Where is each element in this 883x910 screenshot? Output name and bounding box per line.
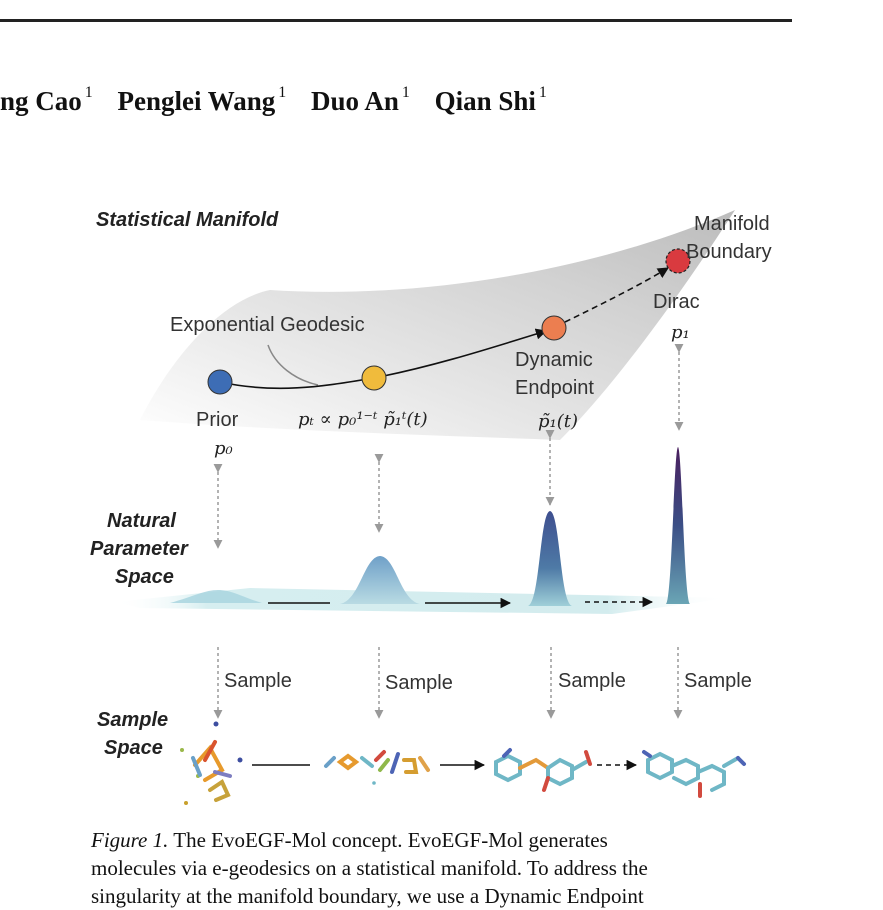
row-label-sample-2: Space — [104, 737, 163, 759]
sample-label-3: Sample — [558, 670, 626, 692]
boundary-label-1: Manifold — [694, 213, 770, 235]
dirac-label: Dirac — [653, 291, 700, 313]
caption-line-3: singularity at the manifold boundary, we use a Dynamic Endpoint — [91, 884, 644, 908]
dynamic-label-1: Dynamic — [515, 349, 593, 371]
figure-caption — [91, 826, 793, 910]
prior-point — [208, 370, 232, 394]
molecule-fragments — [326, 752, 428, 785]
dynamic-symbol: p̃₁(t) — [538, 411, 579, 432]
pt-formula: pₜ ∝ p₀¹⁻ᵗ p̃₁ᵗ(t) — [298, 409, 428, 430]
author-4: Qian Shi $^1$ — [434, 84, 547, 116]
row-label-natural-3: Space — [115, 566, 174, 588]
dynamic-label-2: Endpoint — [515, 377, 594, 399]
molecule-near-final — [496, 750, 590, 790]
author-2: Penglei Wang $^1$ — [117, 84, 287, 116]
peak-dirac — [666, 447, 690, 604]
dirac-symbol: p₁ — [671, 322, 690, 343]
sample-label-2: Sample — [385, 672, 453, 694]
geodesic-label: Exponential Geodesic — [170, 314, 365, 336]
row-label-sample-1: Sample — [97, 709, 169, 731]
prior-symbol: p₀ — [214, 438, 233, 459]
intermediate-point — [362, 366, 386, 390]
caption-line-1: The EvoEGF-Mol concept. EvoEGF-Mol generates — [173, 828, 608, 852]
author-1: ng Cao $^1$ — [0, 84, 93, 116]
sample-label-1: Sample — [224, 670, 292, 692]
sample-label-4: Sample — [684, 670, 752, 692]
caption-line-2: molecules via e-geodesics on a statistical manifold. To address the — [91, 856, 648, 880]
endpoint-point — [542, 316, 566, 340]
molecule-final — [644, 752, 744, 796]
caption-label: Figure 1. — [91, 828, 169, 852]
author-3: Duo An $^1$ — [311, 84, 410, 116]
boundary-label-2: Boundary — [686, 241, 772, 263]
row-label-manifold: Statistical Manifold — [96, 209, 279, 231]
prior-label: Prior — [196, 409, 239, 431]
row-label-natural-2: Parameter — [90, 538, 188, 560]
peak-endpoint — [528, 511, 572, 606]
peak-mid — [340, 556, 420, 604]
molecule-noise — [180, 722, 243, 806]
row-label-natural-1: Natural — [107, 510, 176, 532]
